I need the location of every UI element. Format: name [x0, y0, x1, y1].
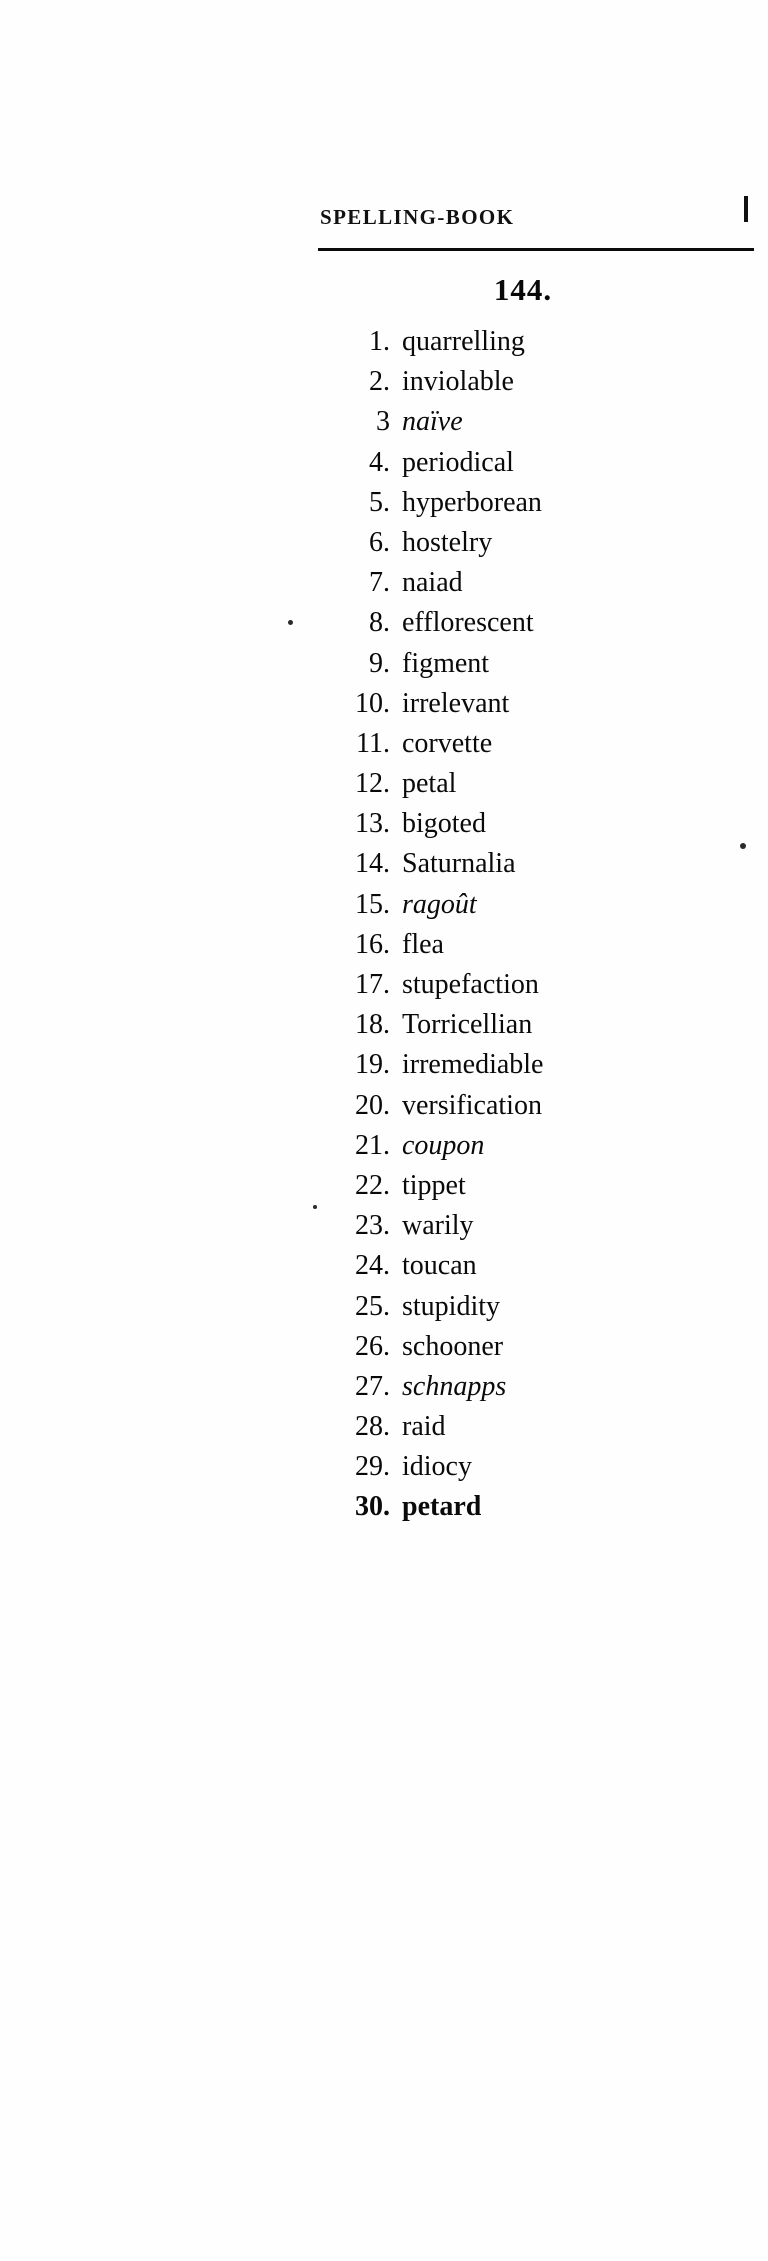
page-speck [313, 1205, 317, 1209]
section-number: 144. [493, 272, 553, 307]
word-list-item [318, 1045, 748, 1085]
word-text: hostelry [402, 526, 493, 558]
word-list-item [318, 885, 748, 925]
word-list-item [318, 1327, 748, 1367]
word-list-item [318, 644, 748, 684]
word-text: Torricellian [402, 1009, 533, 1041]
word-number: 5. [369, 486, 390, 518]
word-number: 19. [355, 1049, 390, 1081]
header-rule [318, 248, 754, 251]
word-text: tippet [402, 1169, 466, 1201]
word-text: versification [402, 1089, 542, 1121]
word-number: 13. [355, 808, 390, 840]
word-number: 20. [355, 1089, 390, 1121]
word-list-item [318, 724, 748, 764]
word-list-item [318, 1367, 748, 1407]
word-list-item [318, 965, 748, 1005]
word-number: 28. [355, 1411, 390, 1443]
word-number: 3 [376, 406, 390, 438]
word-number: 12. [355, 768, 390, 800]
word-text: petard [402, 1491, 482, 1523]
word-text: warily [402, 1210, 474, 1242]
word-text: inviolable [402, 366, 514, 398]
word-number: 27. [355, 1370, 390, 1402]
word-list-item [318, 362, 748, 402]
word-list-item [318, 1407, 748, 1447]
word-number: 24. [355, 1250, 390, 1282]
word-number: 10. [355, 687, 390, 719]
word-text: toucan [402, 1250, 477, 1282]
word-number: 22. [355, 1169, 390, 1201]
word-text: periodical [402, 446, 514, 478]
word-list-item [318, 1126, 748, 1166]
word-text: efflorescent [402, 607, 534, 639]
word-number: 21. [355, 1129, 390, 1161]
word-number: 25. [355, 1290, 390, 1322]
word-text: petal [402, 768, 457, 800]
word-list-item [318, 925, 748, 965]
word-list-item [318, 804, 748, 844]
word-text: hyperborean [402, 486, 542, 518]
word-text: corvette [402, 727, 493, 759]
page-edge-mark [744, 196, 748, 222]
word-text: naiad [402, 567, 463, 599]
word-number: 4. [369, 446, 390, 478]
word-number: 17. [355, 969, 390, 1000]
word-list-item [318, 764, 748, 804]
word-number: 26. [355, 1330, 390, 1362]
word-number: 2. [369, 366, 390, 398]
word-text: raid [402, 1411, 446, 1443]
word-list-item [318, 483, 748, 523]
word-list-item [318, 1246, 748, 1286]
word-number: 1. [369, 326, 390, 357]
word-list-item [318, 443, 748, 483]
word-list-item [318, 844, 748, 884]
word-number: 6. [369, 526, 390, 558]
word-number: 18. [355, 1009, 390, 1041]
page-speck [740, 843, 746, 849]
word-text: irremediable [402, 1049, 544, 1081]
word-number: 14. [355, 848, 390, 880]
page-header [320, 205, 740, 239]
word-list-item [318, 684, 748, 724]
word-number: 7. [369, 567, 390, 599]
word-list-item [318, 402, 748, 442]
word-number: 9. [369, 647, 390, 679]
word-list-item [318, 1166, 748, 1206]
word-list-item [318, 1086, 748, 1126]
word-list-item [318, 322, 748, 362]
word-text: coupon [402, 1129, 485, 1161]
word-text: schnapps [402, 1370, 507, 1402]
word-number: 16. [355, 928, 390, 960]
page-speck [288, 620, 293, 625]
word-number: 30. [355, 1491, 390, 1523]
word-text: bigoted [402, 808, 486, 840]
word-list-item [318, 1287, 748, 1327]
word-text: flea [402, 928, 444, 960]
word-text: irrelevant [402, 687, 510, 719]
word-text: schooner [402, 1330, 504, 1362]
word-number: 23. [355, 1210, 390, 1242]
word-list-item [318, 1447, 748, 1487]
word-list-item [318, 603, 748, 643]
word-text: ragoût [402, 888, 477, 920]
word-list-item [318, 1005, 748, 1045]
word-list-item [318, 563, 748, 603]
word-text: quarrelling [402, 326, 525, 357]
word-number: 29. [355, 1451, 390, 1483]
word-text: idiocy [402, 1451, 472, 1483]
word-list [318, 322, 748, 1528]
word-text: figment [402, 647, 490, 679]
word-text: Saturnalia [402, 848, 516, 880]
word-list-item [318, 1487, 748, 1527]
word-text: naïve [402, 406, 463, 438]
word-number: 15. [355, 888, 390, 920]
word-text: stupidity [402, 1290, 501, 1322]
word-text: stupefaction [402, 969, 539, 1000]
running-head: SPELLING-BOOK [320, 205, 515, 229]
word-list-item [318, 1206, 748, 1246]
word-list-item [318, 523, 748, 563]
word-number: 11. [356, 727, 390, 759]
word-number: 8. [369, 607, 390, 639]
